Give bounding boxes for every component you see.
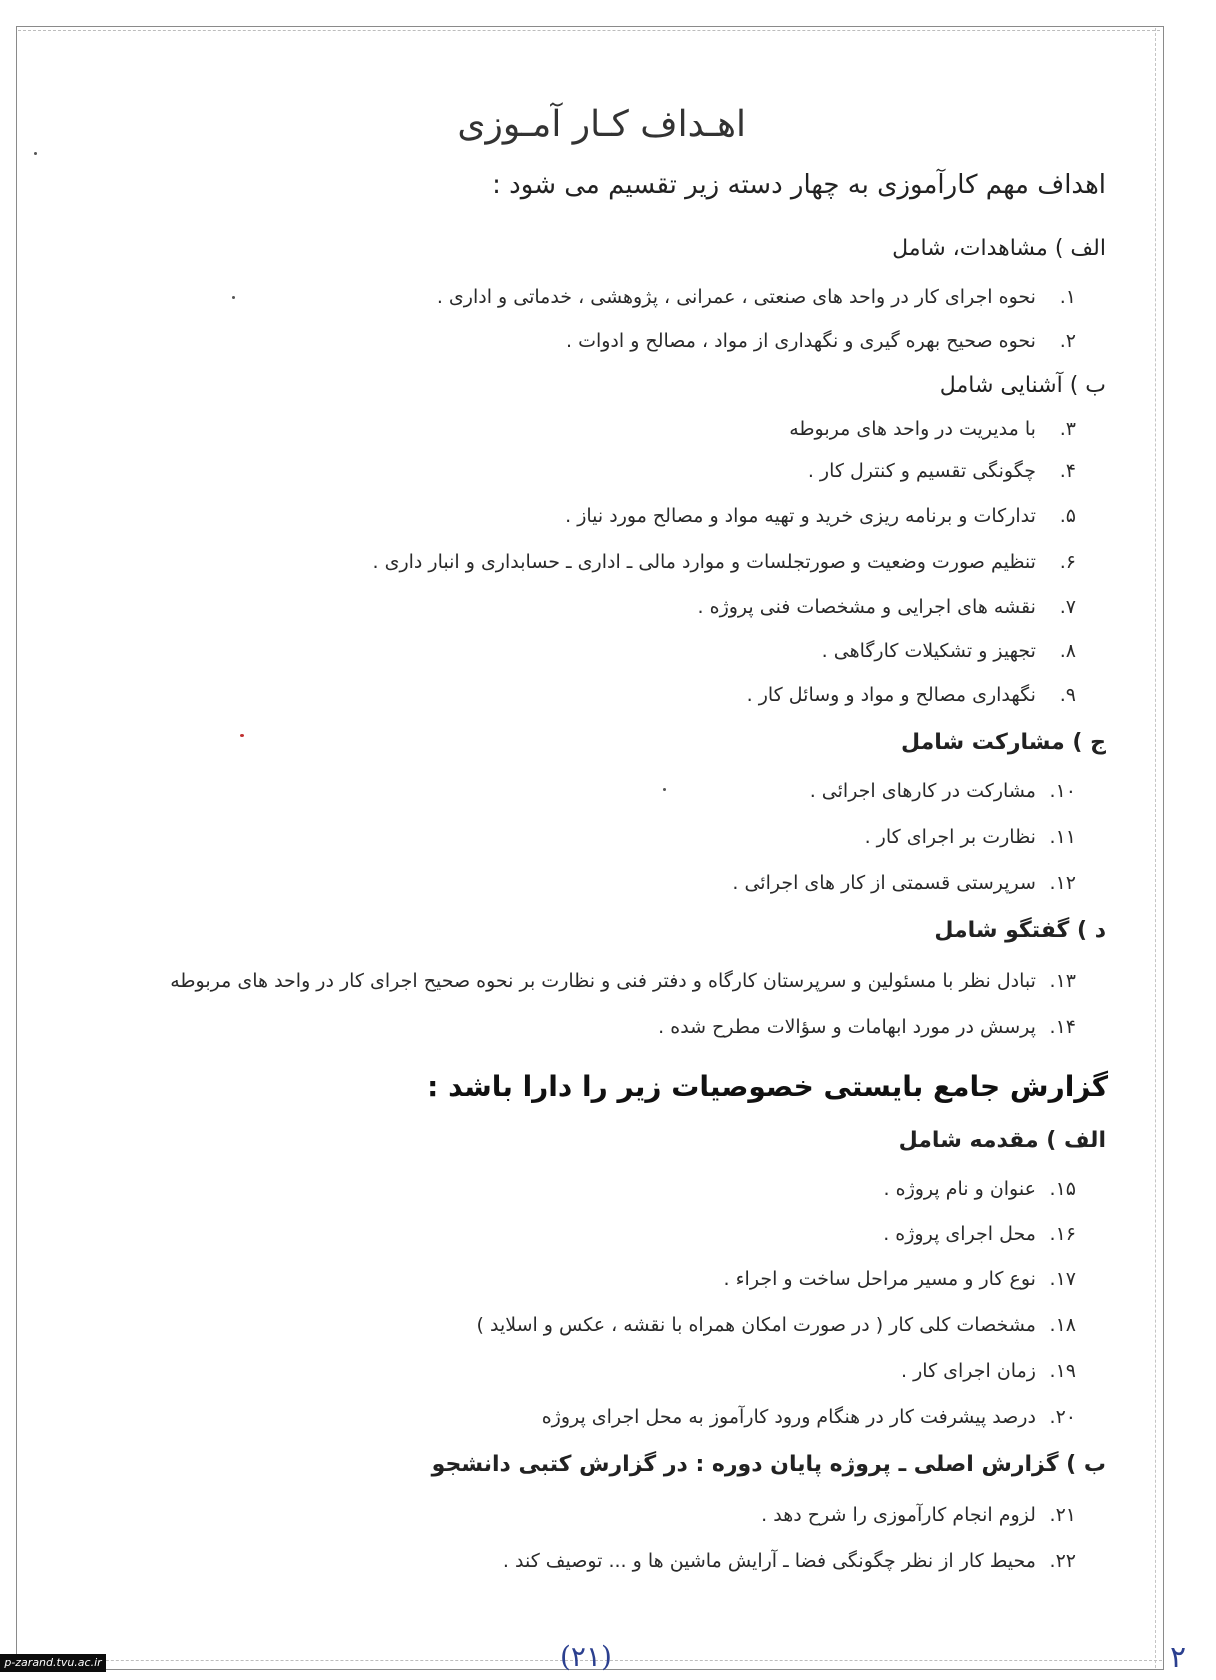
list-item [865,826,1076,848]
scan-speck [240,734,244,737]
item-number: ۱۹. [1049,1360,1076,1382]
section-heading-familiarity: ب ) آشنایی شامل [939,373,1106,398]
list-item [477,1314,1076,1336]
item-text: تدارکات و برنامه ریزی خرید و تهیه مواد و مصالح مورد نیاز . [565,505,1036,527]
item-number: ۲۲. [1049,1550,1076,1572]
list-item [698,596,1076,618]
list-item [658,1016,1076,1038]
handwritten-corner-mark: ۲ [1170,1640,1187,1675]
scan-speck [663,788,666,791]
section-heading-introduction: الف ) مقدمه شامل [898,1128,1106,1153]
item-number: ۱۷. [1049,1268,1076,1290]
list-item [761,1504,1076,1526]
list-item [373,551,1076,573]
scan-border-top [18,30,1160,31]
item-text: محیط کار از نظر چگونگی فضا ـ آرایش ماشین ها و ... توصیف کند . [502,1550,1036,1572]
item-text: نقشه های اجرایی و مشخصات فنی پروژه . [697,596,1036,618]
item-number: ۱۸. [1049,1314,1076,1336]
item-text: تجهیز و تشکیلات کارگاهی . [821,640,1036,662]
list-item [789,418,1076,440]
item-text: با مدیریت در واحد های مربوطه [789,418,1036,440]
list-item [170,970,1076,992]
item-number: ۱۵. [1049,1178,1076,1200]
item-number: ۱۴. [1049,1016,1076,1038]
scan-speck [34,152,37,155]
item-number: ۱۲. [1049,872,1076,894]
item-text: عنوان و نام پروژه . [883,1178,1036,1200]
item-text: نوع کار و مسیر مراحل ساخت و اجراء . [723,1268,1036,1290]
item-text: درصد پیشرفت کار در هنگام ورود کارآموز به محل اجرای پروژه [541,1406,1036,1428]
page-number: (۲۱) [560,1640,612,1673]
item-text: زمان اجرای کار . [901,1360,1036,1382]
list-item [901,1360,1076,1382]
item-text: نحوه اجرای کار در واحد های صنعتی ، عمرانی ، پژوهشی ، خدماتی و اداری . [436,286,1036,308]
item-text: لزوم انجام کارآموزی را شرح دهد . [761,1504,1036,1526]
section-heading-main-report: ب ) گزارش اصلی ـ پروژه پایان دوره : در گزارش کتبی دانشجو [431,1452,1106,1477]
item-number: ۱. [1059,286,1076,308]
item-number: ۹. [1059,684,1076,706]
scan-speck [232,296,235,299]
item-text: چگونگی تقسیم و کنترل کار . [807,460,1036,482]
item-text: محل اجرای پروژه . [883,1223,1036,1245]
list-item [732,872,1076,894]
item-number: ۲۰. [1049,1406,1076,1428]
item-text: نحوه صحیح بهره گیری و نگهداری از مواد ، مصالح و ادوات . [566,330,1036,352]
list-item [565,505,1076,527]
section-heading-observations: الف ) مشاهدات، شامل [892,236,1106,261]
item-text: مشارکت در کارهای اجرائی . [809,780,1036,802]
list-item [808,460,1076,482]
item-number: ۱۳. [1049,970,1076,992]
item-text: تبادل نظر با مسئولین و سرپرستان کارگاه و دفتر فنی و نظارت بر نحوه صحیح اجرای کار در واحد های مربوطه [170,970,1036,992]
list-item [437,286,1076,308]
list-item [822,640,1076,662]
section-heading-participation: ج ) مشارکت شامل [900,730,1106,755]
list-item [747,684,1076,706]
intro-text: اهداف مهم کارآموزی به چهار دسته زیر تقسیم می شود : [492,170,1106,200]
item-text: سرپرستی قسمتی از کار های اجرائی . [732,872,1036,894]
item-number: ۴. [1059,460,1076,482]
item-number: ۷. [1059,596,1076,618]
item-number: ۶. [1059,551,1076,573]
item-number: ۸. [1059,640,1076,662]
item-number: ۱۶. [1049,1223,1076,1245]
item-text: پرسش در مورد ابهامات و سؤالات مطرح شده . [658,1016,1036,1038]
item-number: ۳. [1059,418,1076,440]
section-heading-dialogue: د ) گفتگو شامل [934,918,1106,943]
item-number: ۵. [1059,505,1076,527]
source-watermark-badge: p-zarand.tvu.ac.ir [0,1654,106,1672]
item-number: ۲۱. [1049,1504,1076,1526]
item-text: مشخصات کلی کار ( در صورت امکان همراه با نقشه ، عکس و اسلاید ) [476,1314,1036,1336]
list-item [724,1268,1076,1290]
item-text: نگهداری مصالح و مواد و وسائل کار . [746,684,1036,706]
list-item [542,1406,1076,1428]
list-item [883,1223,1076,1245]
list-item [503,1550,1076,1572]
item-text: تنظیم صورت وضعیت و صورتجلسات و موارد مالی ـ اداری ـ حسابداری و انبار داری . [372,551,1036,573]
item-number: ۱۱. [1049,826,1076,848]
report-heading: گزارش جامع بایستی خصوصیات زیر را دارا باشد : [427,1070,1108,1103]
page-title: اهـداف کـار آمـوزی [457,104,746,145]
item-number: ۲. [1059,330,1076,352]
list-item [566,330,1076,352]
item-number: ۱۰. [1049,780,1076,802]
scan-border-right [1155,28,1156,1668]
list-item [810,780,1076,802]
list-item [884,1178,1076,1200]
item-text: نظارت بر اجرای کار . [864,826,1036,848]
